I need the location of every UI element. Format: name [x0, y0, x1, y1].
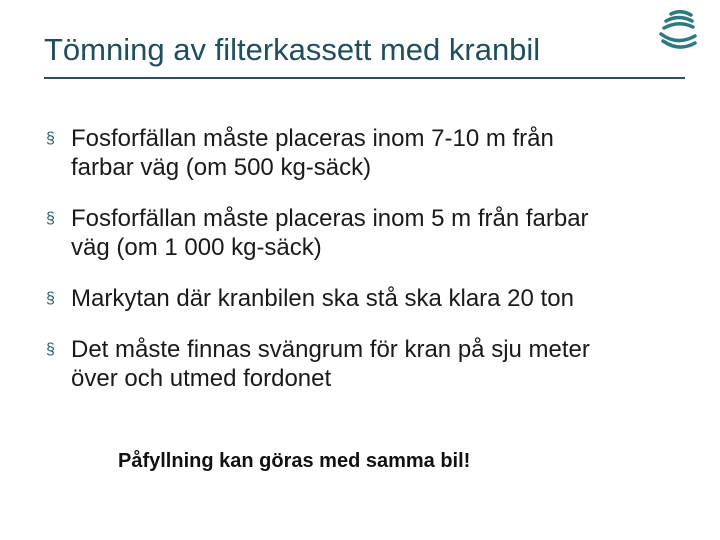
bullet-text-line: farbar väg (om 500 kg-säck)	[71, 154, 372, 181]
bullet-marker: §	[46, 130, 55, 147]
bullet-item	[44, 284, 704, 313]
bullet-text-line: Det måste finnas svängrum för kran på sju meter	[71, 336, 590, 363]
bullet-marker: §	[46, 341, 55, 358]
bullet-marker: §	[46, 290, 55, 307]
bullet-text-line: Fosforfällan måste placeras inom 5 m från farbar	[71, 205, 589, 232]
slide-title: Tömning av filterkassett med kranbil	[44, 32, 541, 67]
bullet-text-line: Fosforfällan måste placeras inom 7-10 m från	[71, 125, 554, 152]
bullet-item	[44, 124, 704, 182]
organization-logo-icon	[655, 10, 699, 50]
bullet-marker: §	[46, 210, 55, 227]
bullet-text-line: Markytan där kranbilen ska stå ska klara 20 ton	[71, 285, 574, 312]
bullet-list	[44, 124, 704, 415]
bullet-item	[44, 335, 704, 393]
note-text: Påfyllning kan göras med samma bil!	[118, 450, 471, 472]
title-divider	[44, 77, 685, 79]
bullet-item	[44, 204, 704, 262]
bullet-text-line: väg (om 1 000 kg-säck)	[71, 234, 322, 261]
bullet-text-line: över och utmed fordonet	[71, 365, 332, 392]
